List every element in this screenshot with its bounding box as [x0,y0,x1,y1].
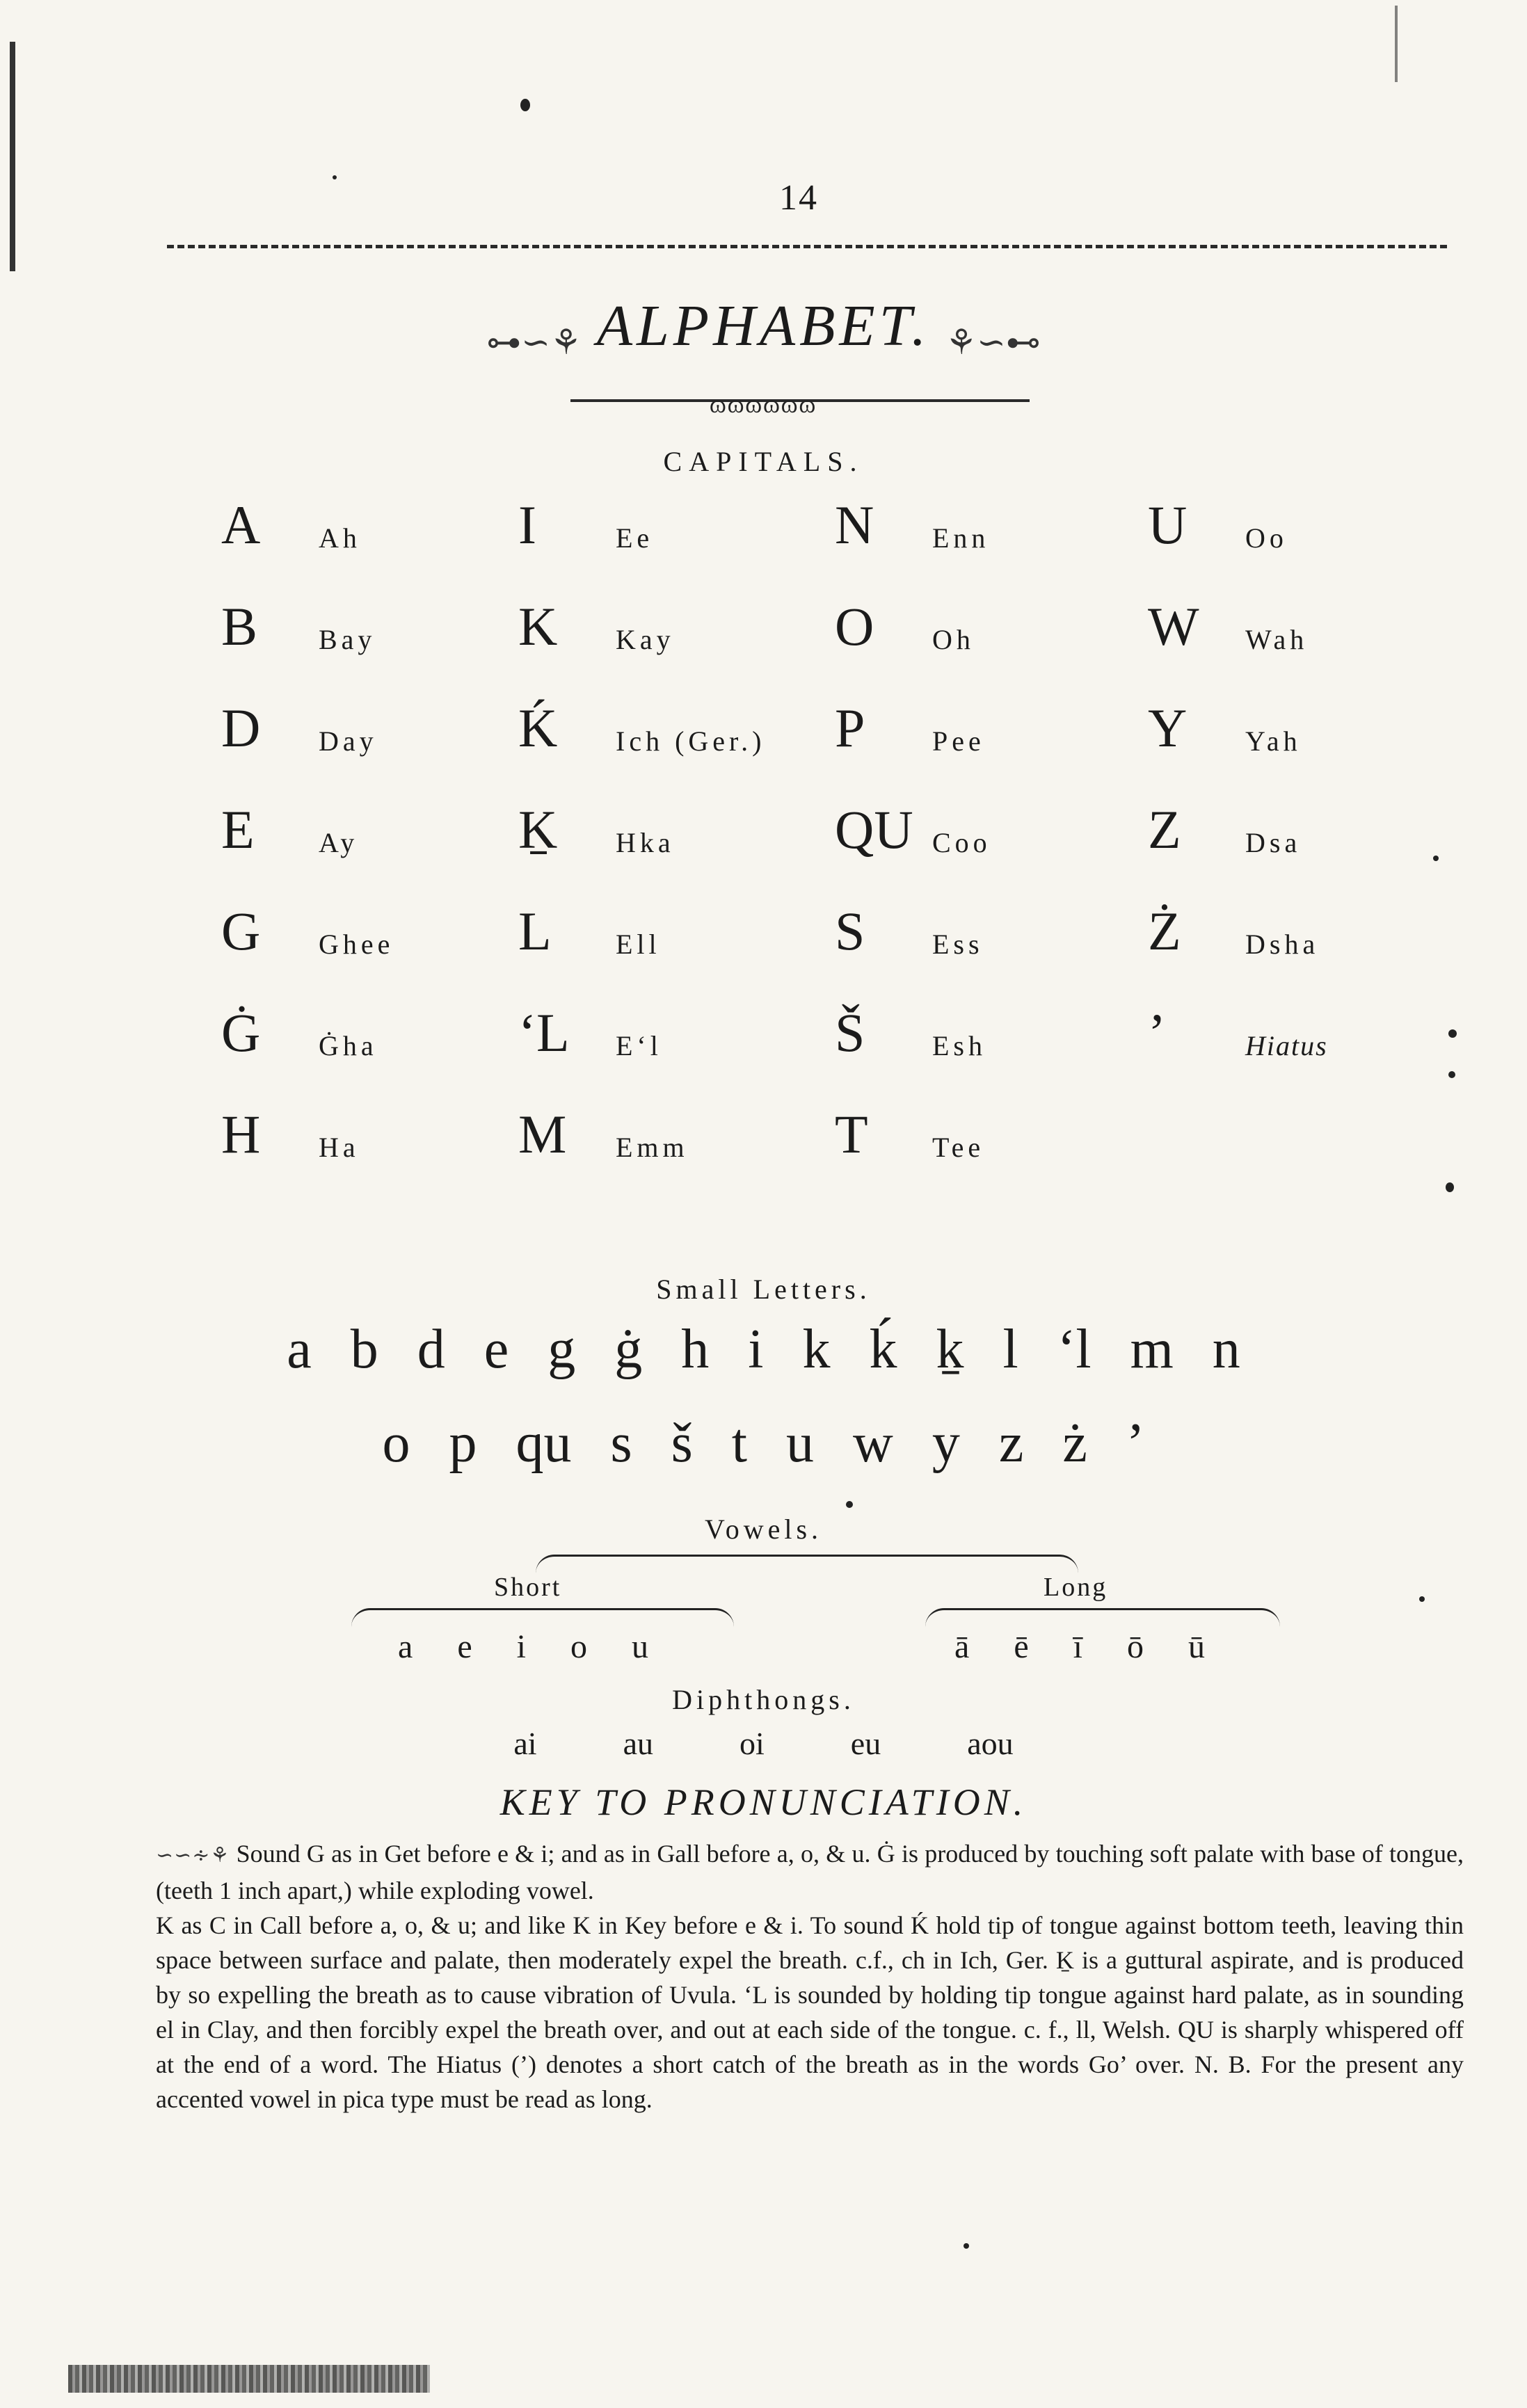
capital-entry [518,595,810,679]
capital-letter: ‘L [518,1002,570,1063]
capital-letter: Š [835,1002,865,1063]
long-vowel: ō [1126,1628,1144,1665]
capital-entry [835,494,1127,577]
capital-entry [221,494,513,577]
capital-entry [518,494,810,577]
left-edge-mark [10,42,15,271]
vowels-brace [536,1555,1078,1573]
capital-entry [1148,798,1440,882]
small-letter: a [287,1319,312,1380]
key-ornament: ∽∽∻⚘ [156,1844,230,1867]
capital-name: Ay [319,827,359,858]
capital-letter: G [221,901,261,961]
capital-entry [835,1103,1127,1187]
capital-name: Pee [932,725,985,757]
capital-entry [221,595,513,679]
speck [964,2243,969,2249]
capital-letter: Ż [1148,901,1181,961]
capital-letter: A [221,495,261,555]
diphthong: aou [967,1726,1014,1761]
capital-name: Oo [1245,522,1288,554]
capital-name: Ġha [319,1030,378,1061]
long-vowels-row [932,1628,1227,1666]
small-letter: b [350,1319,378,1380]
capital-letter: K [518,596,558,657]
diphthong: oi [739,1726,765,1761]
capital-letter: W [1148,596,1199,657]
capital-letter: ’ [1148,1002,1166,1063]
short-vowels-brace [351,1608,734,1627]
small-letter: š [671,1413,693,1474]
capital-name: Day [319,725,378,757]
title-ornament-right: ⚘∽⊷ [945,323,1041,362]
capital-name: Emm [616,1132,689,1163]
capital-entry [1148,595,1440,679]
small-letter: l [1002,1319,1018,1380]
capital-letter: H [221,1104,261,1164]
capital-entry [221,798,513,882]
small-letter: m [1130,1319,1174,1380]
capital-entry [221,1103,513,1187]
small-letter: n [1212,1319,1240,1380]
small-letter: i [748,1319,764,1380]
small-letter: t [731,1413,748,1474]
capital-name: Yah [1245,725,1302,757]
capital-letter: Y [1148,698,1188,758]
capital-entry [518,697,810,780]
long-vowel: ū [1188,1628,1205,1665]
small-letters-row-2 [0,1412,1527,1475]
capital-entry [518,900,810,984]
capital-name: Oh [932,624,975,655]
small-letter: h [681,1319,710,1380]
speck [520,99,530,111]
capital-name: Ah [319,522,361,554]
short-vowels-label: Short [494,1573,562,1602]
right-edge-mark [1395,6,1398,82]
small-letter: qu [515,1413,572,1474]
capital-name: Ha [319,1132,360,1163]
capital-name: Ess [932,929,984,960]
title-row [0,292,1527,362]
capital-entry [1148,697,1440,780]
speck [1448,1071,1455,1078]
title-ornament-left: ⊶∽⚘ [486,323,582,362]
page-title: ALPHABET. [596,294,931,358]
capital-letter: Ġ [221,1002,261,1063]
key-paragraph-2: K as C in Call before a, o, & u; and like K in Key before e & i. To sound Ḱ hold tip of tongue against bottom teeth, leaving thin space between surface and palate, then moderately expel the breath. c.f., ch in Ich, Ger. Ḵ is a guttural aspirate, and is produced by so expelling the breath as to cause vibration of Uvula. ‘L is sounded by holding tip tongue against hard palate, as in sounding el in Clay, and then forcibly expel the breath over, and out at each side of the tongue. c. f., ll, Welsh. QU is sharply whispered off at the end of a word. The Hiatus (’) denotes a short catch of the breath as in the words Go’ over. N. B. For the present any accented vowel in pica type must be read as long. [156,1911,1464,2113]
speck [846,1501,853,1508]
capital-entry [221,900,513,984]
capital-letter: Z [1148,799,1181,860]
long-vowel: ā [954,1628,970,1665]
capital-name: Ghee [319,929,394,960]
capital-name: Bay [319,624,376,655]
speck [1448,1029,1457,1038]
short-vowel: i [516,1628,526,1665]
small-letters-heading: Small Letters. [656,1274,871,1305]
capital-entry [221,1002,513,1085]
capital-letter: D [221,698,261,758]
capital-name: Ell [616,929,661,960]
capital-letter: B [221,596,258,657]
capital-name: Dsha [1245,929,1320,960]
diphthong: au [623,1726,653,1761]
small-letter: p [449,1413,477,1474]
capital-letter: P [835,698,865,758]
long-vowel: ē [1014,1628,1029,1665]
capital-name: Coo [932,827,991,858]
capital-name: Tee [932,1132,985,1163]
small-letter: u [786,1413,815,1474]
small-letter: ‘l [1057,1319,1092,1380]
capital-entry [221,697,513,780]
capital-letter: QU [835,799,913,860]
diphthongs-row [0,1725,1527,1762]
capital-entry [835,697,1127,780]
capital-entry [1148,900,1440,984]
capital-entry [835,900,1127,984]
capitals-heading: CAPITALS. [663,446,864,477]
short-vowel: u [631,1628,648,1665]
small-letter: ḵ [936,1319,964,1380]
key-paragraph-1 [156,1836,1464,1908]
capital-name: Hka [616,827,675,858]
short-vowel: a [398,1628,413,1665]
capital-entry [518,1103,810,1187]
small-letters-row-1 [0,1318,1527,1381]
capital-letter: U [1148,495,1188,555]
capital-letter: Ḱ [518,698,558,758]
capital-entry [518,798,810,882]
key-text-1: Sound G as in Get before e & i; and as in Gall before a, o, & u. Ġ is produced by touching soft palate with base of tongue, (teeth 1 inch apart,) while exploding vowel. [156,1840,1464,1904]
small-letter: s [610,1413,632,1474]
capital-name: Dsa [1245,827,1302,858]
capital-name: Ich (Ger.) [616,725,766,757]
bottom-scan-artifact [68,2365,430,2393]
speck [333,175,337,179]
capital-entry [835,798,1127,882]
capital-letter: L [518,901,552,961]
page-number: 14 [779,178,818,218]
capital-letter: I [518,495,536,555]
capital-letter: Ḵ [518,799,558,860]
small-letter: e [483,1319,509,1380]
vowels-heading: Vowels. [704,1514,823,1545]
capital-entry [1148,1002,1440,1085]
long-vowel: ī [1073,1628,1082,1665]
capital-letter: T [835,1104,868,1164]
capital-name: Ee [616,522,654,554]
long-vowels-label: Long [1044,1573,1108,1602]
capital-entry [518,1002,810,1085]
short-vowels-row [376,1628,671,1666]
capital-letter: N [835,495,874,555]
key-to-pronunciation-title: KEY TO PRONUNCIATION. [499,1781,1028,1823]
key-to-pronunciation-text [156,1836,1464,2117]
small-letter: ḱ [869,1319,897,1380]
capital-entry [835,595,1127,679]
diphthongs-heading: Diphthongs. [672,1684,855,1715]
small-letter: w [853,1413,893,1474]
small-letter: k [802,1319,831,1380]
small-letter: d [417,1319,445,1380]
small-letter: ż [1062,1413,1087,1474]
title-underline-ornament: ɷɷɷɷɷɷ [710,390,817,418]
capital-name: Enn [932,522,990,554]
capital-name: E‘l [616,1030,662,1061]
short-vowel: e [457,1628,472,1665]
capital-name: Kay [616,624,675,655]
small-letter: o [382,1413,410,1474]
short-vowel: o [570,1628,587,1665]
capital-letter: E [221,799,255,860]
top-rule [167,245,1447,248]
small-letter: ’ [1126,1413,1145,1474]
small-letter: z [998,1413,1024,1474]
small-letter: ġ [614,1319,643,1380]
capital-name: Hiatus [1245,1030,1328,1061]
small-letter: g [547,1319,576,1380]
diphthong: eu [850,1726,881,1761]
capital-letter: S [835,901,865,961]
capital-name: Esh [932,1030,986,1061]
long-vowels-brace [925,1608,1280,1627]
small-letter: y [932,1413,960,1474]
diphthong: ai [513,1726,537,1761]
capital-letter: M [518,1104,567,1164]
speck [1419,1596,1425,1602]
capital-name: Wah [1245,624,1309,655]
speck [1446,1182,1454,1192]
capital-entry [1148,494,1440,577]
capital-letter: O [835,596,874,657]
capital-entry [835,1002,1127,1085]
